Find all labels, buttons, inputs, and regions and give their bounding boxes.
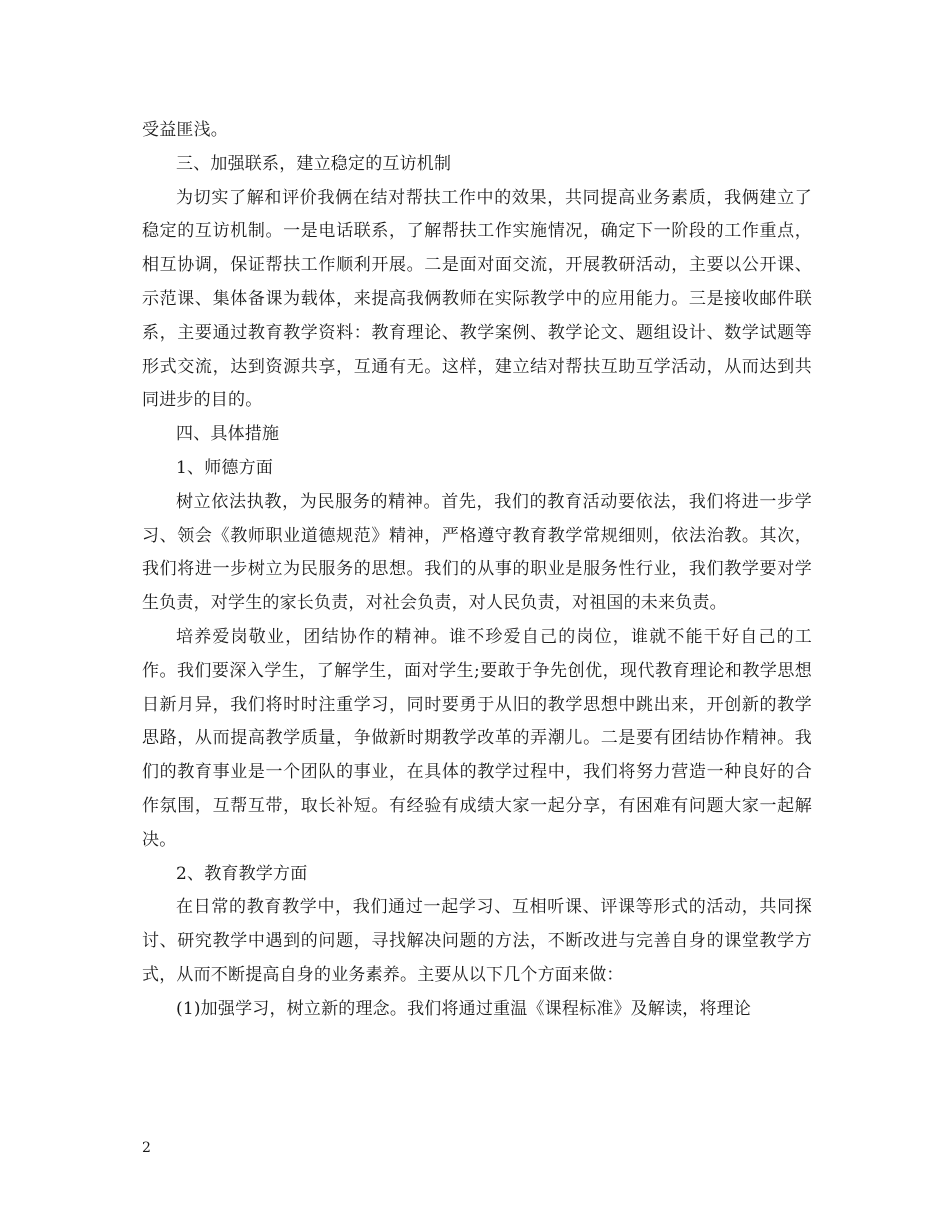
paragraph-daily-teaching: 在日常的教育教学中，我们通过一起学习、互相听课、评课等形式的活动，共同探讨、研究教学中遇到的问题，寻找解决问题的方法，不断改进与完善自身的课堂教学方式，从而不断提高自身的业务素养。主要从以下几个方面来做： — [142, 897, 812, 985]
paragraph-dedication: 培养爱岗敬业，团结协作的精神。谁不珍爱自己的岗位，谁就不能干好自己的工作。我们要深入学生，了解学生，面对学生;要敢于争先创优，现代教育理论和教学思想日新月异，我们将时时注重学习，同时要勇于从旧的教学思想中跳出来，开创新的教学思路，从而提高教学质量，争做新时期教学改革的弄潮儿。二是要有团结协作精神。我们的教育事业是一个团队的事业，在具体的教学过程中，我们将努力营造一种良好的合作氛围，互帮互带，取长补短。有经验有成绩大家一起分享，有困难有问题大家一起解决。 — [142, 626, 812, 850]
subheading-ethics: 1、师德方面 — [176, 457, 274, 478]
document-body — [142, 114, 812, 1027]
section-heading-3: 三、加强联系，建立稳定的互访机制 — [176, 153, 452, 174]
paragraph-study-item-1: (1)加强学习，树立新的理念。我们将通过重温《课程标准》及解读，将理论 — [176, 998, 752, 1019]
subheading-teaching: 2、教育教学方面 — [176, 863, 308, 884]
paragraph-law-service: 树立依法执教，为民服务的精神。首先，我们的教育活动要依法，我们将进一步学习、领会《教师职业道德规范》精神，严格遵守教育教学常规细则，依法治教。其次，我们将进一步树立为民服务的思想。我们的从事的职业是服务性行业，我们教学要对学生负责，对学生的家长负责，对社会负责，对人民负责，对祖国的未来负责。 — [142, 491, 812, 614]
section-heading-4: 四、具体措施 — [176, 424, 280, 445]
continuation-line: 受益匪浅。 — [142, 120, 228, 140]
page-number: 2 — [142, 1140, 151, 1156]
paragraph-mutual-visits: 为切实了解和评价我俩在结对帮扶工作中的效果，共同提高业务素质，我俩建立了稳定的互访机制。一是电话联系，了解帮扶工作实施情况，确定下一阶段的工作重点，相互协调，保证帮扶工作顺利开展。二是面对面交流，开展教研活动，主要以公开课、示范课、集体备课为载体，来提高我俩教师在实际教学中的应用能力。三是接收邮件联系，主要通过教育教学资料：教育理论、教学案例、教学论文、题组设计、数学试题等形式交流，达到资源共享，互通有无。这样，建立结对帮扶互助互学活动，从而达到共同进步的目的。 — [142, 187, 812, 411]
